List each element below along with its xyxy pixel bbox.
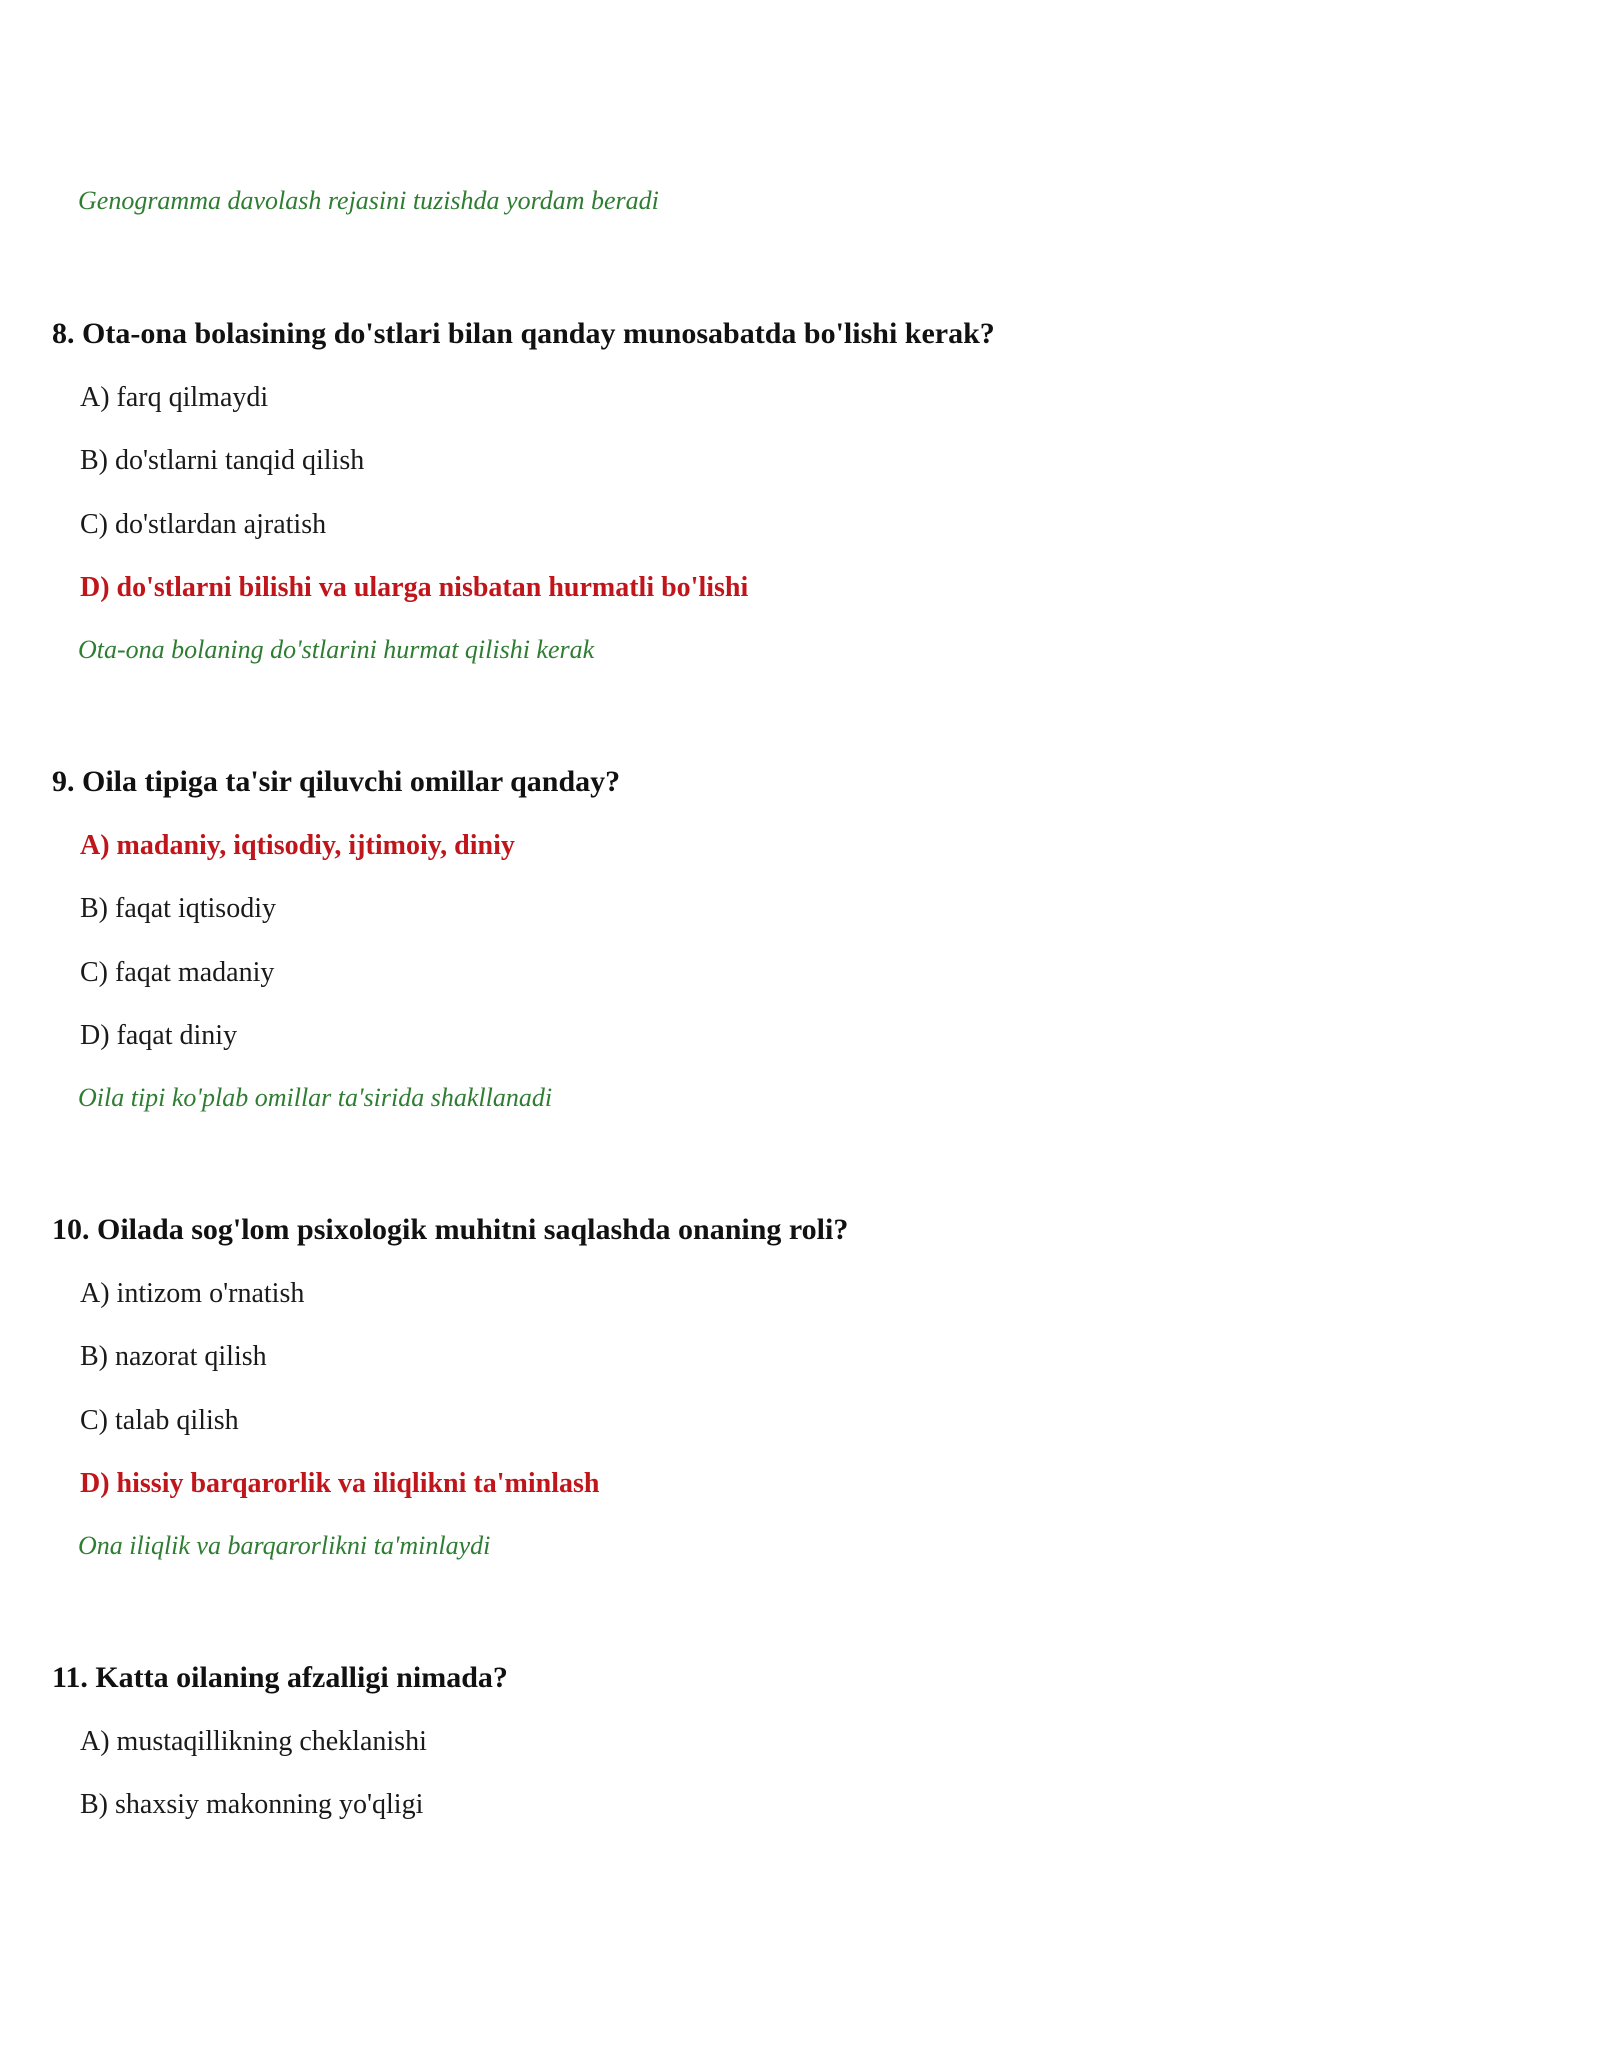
option-10-a: A) intizom o'rnatish — [80, 1278, 305, 1309]
option-8-c: C) do'stlardan ajratish — [80, 509, 327, 540]
option-10-b: B) nazorat qilish — [80, 1341, 267, 1372]
option-11-a: A) mustaqillikning cheklanishi — [80, 1726, 427, 1757]
explanation-9: Oila tipi ko'plab omillar ta'sirida shakllanadi — [78, 1083, 553, 1112]
option-9-c: C) faqat madaniy — [80, 957, 275, 988]
option-8-d-correct: D) do'stlarni bilishi va ularga nisbatan hurmatli bo'lishi — [80, 572, 749, 603]
option-8-b: B) do'stlarni tanqid qilish — [80, 445, 365, 476]
explanation-8: Ota-ona bolaning do'stlarini hurmat qilishi kerak — [78, 635, 595, 664]
option-10-c: C) talab qilish — [80, 1405, 239, 1436]
option-9-a-correct: A) madaniy, iqtisodiy, ijtimoiy, diniy — [80, 830, 515, 861]
question-title-11: 11. Katta oilaning afzalligi nimada? — [52, 1661, 508, 1694]
question-title-10: 10. Oilada sog'lom psixologik muhitni saqlashda onaning roli? — [52, 1213, 849, 1246]
option-9-d: D) faqat diniy — [80, 1020, 238, 1051]
question-title-8: 8. Ota-ona bolasining do'stlari bilan qanday munosabatda bo'lishi kerak? — [52, 317, 995, 350]
explanation-10: Ona iliqlik va barqarorlikni ta'minlaydi — [78, 1531, 491, 1560]
option-11-b: B) shaxsiy makonning yo'qligi — [80, 1789, 424, 1820]
explanation-text: Genogramma davolash rejasini tuzishda yordam beradi — [78, 186, 659, 215]
question-title-9: 9. Oila tipiga ta'sir qiluvchi omillar qanday? — [52, 765, 621, 798]
option-8-a: A) farq qilmaydi — [80, 382, 269, 413]
option-9-b: B) faqat iqtisodiy — [80, 893, 276, 924]
option-10-d-correct: D) hissiy barqarorlik va iliqlikni ta'minlash — [80, 1468, 600, 1499]
